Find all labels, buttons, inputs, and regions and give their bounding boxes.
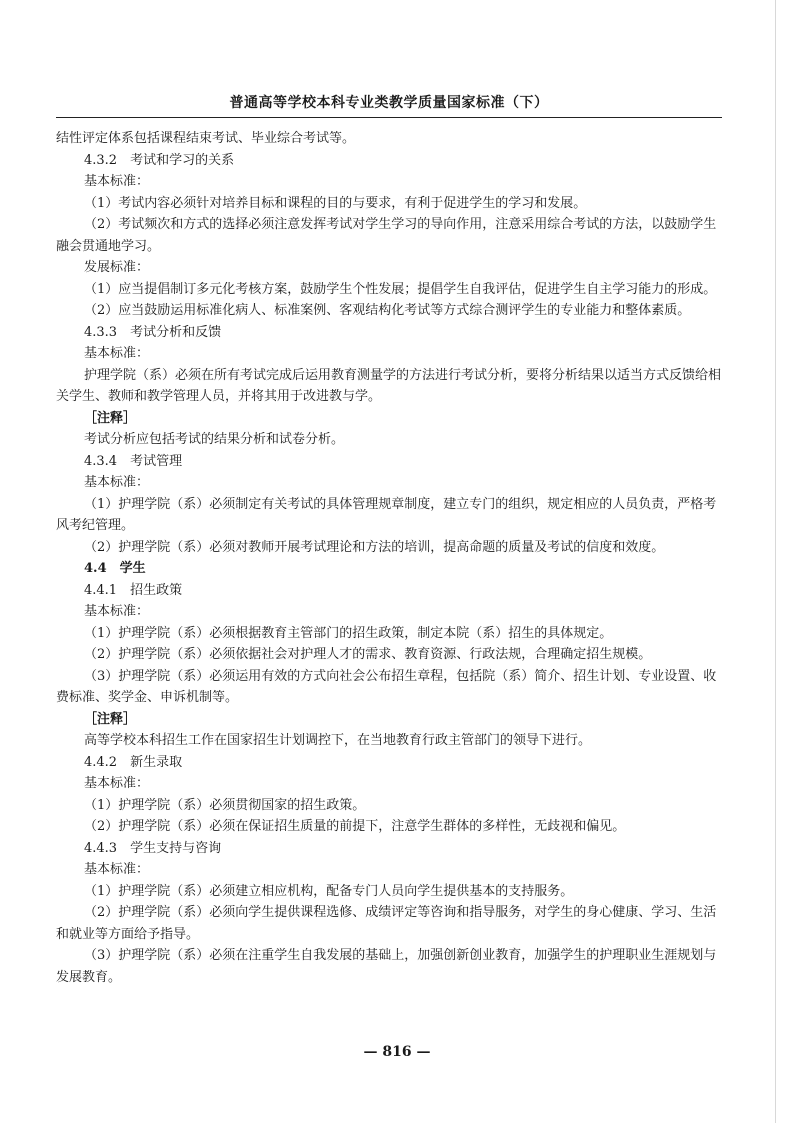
- header-rule: [56, 117, 722, 118]
- section-heading: 4.4.2 新生录取: [84, 754, 183, 770]
- paragraph: 结性评定体系包括课程结束考试、毕业综合考试等。: [56, 131, 356, 146]
- page-body: [56, 128, 722, 988]
- section-heading: 4.4.3 学生支持与咨询: [84, 840, 222, 856]
- paragraph: 高等学校本科招生工作在国家招生计划调控下，在当地教育行政主管部门的领导下进行。: [84, 733, 592, 748]
- list-item: （1）考试内容必须针对培养目标和课程的目的与要求，有利于促进学生的学习和发展。: [84, 195, 587, 211]
- standard-label: 基本标准：: [84, 174, 150, 189]
- list-item: （2）护理学院（系）必须对教师开展考试理论和方法的培训，提高命题的质量及考试的信度和效度。: [84, 539, 665, 555]
- paragraph: 考试分析应包括考试的结果分析和试卷分析。: [84, 432, 345, 447]
- list-item: （2）考试频次和方式的选择必须注意发挥考试对学生学习的导向作用，注意采用综合考试的方法，以鼓励学生融会贯通地学习。: [56, 217, 717, 254]
- standard-label: 基本标准：: [84, 862, 150, 877]
- section-heading: 4.4.1 招生政策: [84, 582, 183, 598]
- list-item: （2）护理学院（系）必须在保证招生质量的前提下，注意学生群体的多样性，无歧视和偏见。: [84, 819, 626, 834]
- list-item: （3）护理学院（系）必须在注重学生自我发展的基础上，加强创新创业教育，加强学生的护理职业生涯规划与发展教育。: [56, 948, 717, 985]
- list-item: （2）护理学院（系）必须向学生提供课程选修、成绩评定等咨询和指导服务，对学生的身心健康、学习、生活和就业等方面给予指导。: [56, 905, 717, 942]
- running-header: 普通高等学校本科专业类教学质量国家标准（下）: [229, 95, 549, 111]
- note-label: ［注释］: [84, 410, 137, 426]
- list-item: （1）护理学院（系）必须根据教育主管部门的招生政策，制定本院（系）招生的具体规定。: [84, 625, 613, 641]
- section-heading: 4.3.4 考试管理: [84, 453, 183, 469]
- standard-label: 基本标准：: [84, 475, 150, 490]
- list-item: （2）护理学院（系）必须依据社会对护理人才的需求、教育资源、行政法规，合理确定招生规模。: [84, 647, 652, 662]
- standard-label: 基本标准：: [84, 604, 150, 619]
- section-heading: 4.3.3 考试分析和反馈: [84, 324, 222, 340]
- page-number: — 816 —: [363, 1044, 431, 1060]
- standard-label: 基本标准：: [84, 776, 150, 791]
- note-label: ［注释］: [84, 711, 137, 727]
- chapter-heading: 4.4 学生: [84, 561, 146, 576]
- list-item: （1）护理学院（系）必须贯彻国家的招生政策。: [84, 797, 366, 813]
- section-heading: 4.3.2 考试和学习的关系: [84, 152, 235, 168]
- scan-edge-line: [775, 0, 776, 1123]
- list-item: （1）应当提倡制订多元化考核方案，鼓励学生个性发展；提倡学生自我评估，促进学生自主学习能力的形成。: [84, 281, 717, 297]
- list-item: （3）护理学院（系）必须运用有效的方式向社会公布招生章程，包括院（系）简介、招生计划、专业设置、收费标准、奖学金、申诉机制等。: [56, 668, 717, 705]
- list-item: （1）护理学院（系）必须建立相应机构，配备专门人员向学生提供基本的支持服务。: [84, 883, 574, 899]
- standard-label: 发展标准：: [84, 260, 150, 275]
- standard-label: 基本标准：: [84, 346, 150, 361]
- list-item: （1）护理学院（系）必须制定有关考试的具体管理规章制度，建立专门的组织，规定相应的人员负责，严格考风考纪管理。: [56, 496, 717, 533]
- list-item: （2）应当鼓励运用标准化病人、标准案例、客观结构化考试等方式综合测评学生的专业能力和整体素质。: [84, 303, 691, 318]
- paragraph: 护理学院（系）必须在所有考试完成后运用教育测量学的方法进行考试分析，要将分析结果以适当方式反馈给相关学生、教师和教学管理人员，并将其用于改进教与学。: [56, 367, 722, 404]
